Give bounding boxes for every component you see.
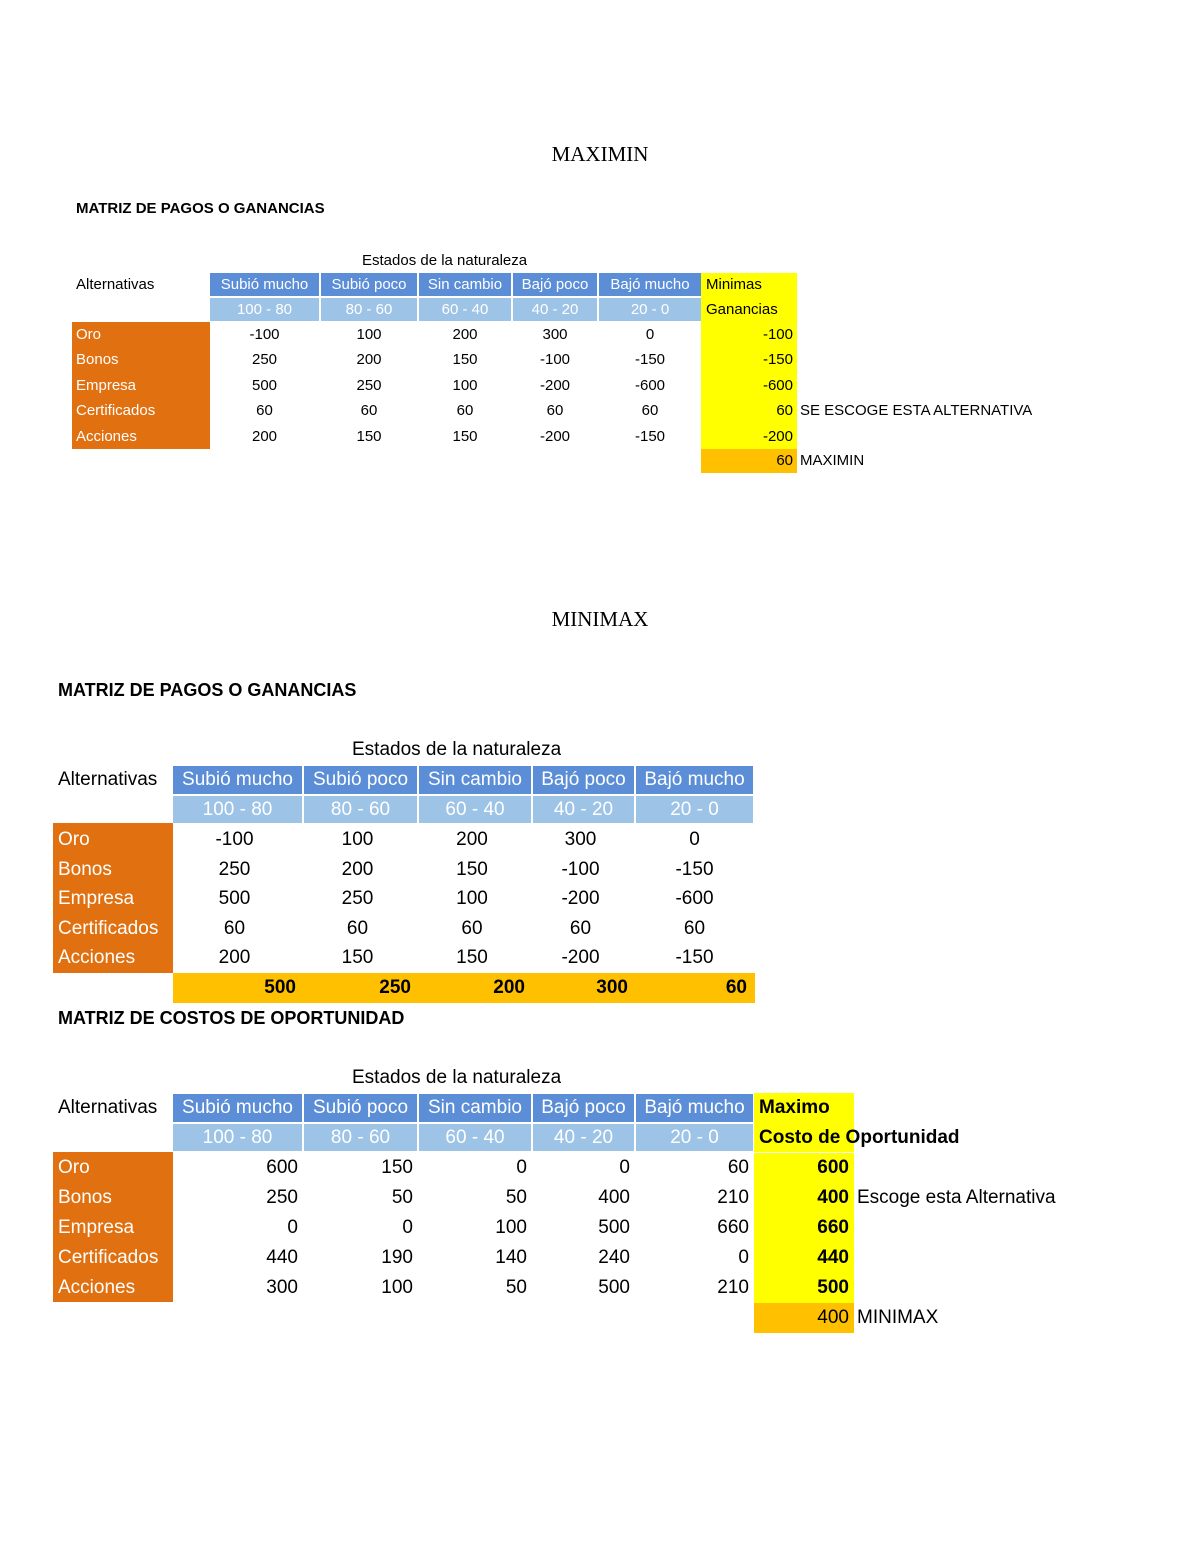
cost-value: 100 <box>495 1217 527 1238</box>
states-label: Estados de la naturaleza <box>352 739 562 760</box>
payoff-value: 60 <box>346 917 369 939</box>
state-range: 20 - 0 <box>636 796 753 823</box>
state-range: 80 - 60 <box>321 298 417 321</box>
state-header: Bajó poco <box>533 1094 634 1122</box>
state-range: 40 - 20 <box>533 1124 634 1151</box>
payoff-value: -100 <box>561 858 600 880</box>
cost-value: 60 <box>727 1157 749 1178</box>
cost-value: 400 <box>598 1187 630 1208</box>
payoff-value: 60 <box>360 402 378 420</box>
state-header: Bajó mucho <box>636 1094 753 1122</box>
state-header: Bajó poco <box>513 273 597 296</box>
alternative-label: Empresa <box>58 1217 135 1238</box>
max-value: 500 <box>754 1273 854 1303</box>
state-header: Subió poco <box>304 766 417 794</box>
payoff-value: 150 <box>452 351 478 369</box>
payoff-value: 60 <box>546 402 564 420</box>
minimax-title: MINIMAX <box>551 607 649 631</box>
payoff-value: 200 <box>218 947 251 969</box>
alternative-label: Empresa <box>58 888 135 910</box>
payoff-value: 200 <box>456 829 488 850</box>
alternative-label: Certificados <box>58 1247 159 1268</box>
payoff-value: 60 <box>641 402 659 420</box>
payoff-value: 150 <box>341 947 374 969</box>
max-header: Costo de Oportunidad <box>759 1127 960 1148</box>
maximin-subtitle: MATRIZ DE PAGOS O GANANCIAS <box>76 200 325 217</box>
alternative-label: Oro <box>58 829 90 850</box>
alternative-label: Empresa <box>76 376 137 394</box>
choice-note: Escoge esta Alternativa <box>857 1187 1056 1208</box>
payoff-value: 300 <box>542 326 568 343</box>
max-value: 600 <box>754 1153 854 1183</box>
state-header: Sin cambio <box>419 1094 531 1122</box>
payoff-value: 250 <box>218 858 251 880</box>
payoff-value: 60 <box>256 402 273 420</box>
payoff-value: 60 <box>683 917 706 939</box>
alternative-label: Bonos <box>58 858 112 880</box>
cost-value: 250 <box>266 1187 298 1208</box>
cost-value: 300 <box>266 1277 298 1298</box>
state-header: Subió mucho <box>210 273 319 296</box>
cost-value: 50 <box>505 1277 527 1298</box>
alternative-label: Bonos <box>58 1187 112 1208</box>
max-header: Maximo <box>754 1093 854 1123</box>
payoff-value: 250 <box>341 888 374 910</box>
alternatives-label: Alternativas <box>58 1097 158 1118</box>
alternative-label: Bonos <box>76 351 119 369</box>
payoff-value: 200 <box>341 858 374 880</box>
cost-value: 140 <box>495 1247 527 1268</box>
cost-value: 210 <box>717 1277 749 1298</box>
state-range: 40 - 20 <box>513 298 597 321</box>
payoff-value: -100 <box>249 326 280 343</box>
payoff-value: 60 <box>461 917 483 939</box>
payoff-value: 500 <box>251 376 278 394</box>
payoff-value: -200 <box>539 427 571 445</box>
payoff-value: 100 <box>341 829 374 850</box>
states-label: Estados de la naturaleza <box>352 1067 562 1088</box>
payoff-value: -200 <box>561 947 600 969</box>
payoff-value: -600 <box>634 376 666 394</box>
payoff-value: 150 <box>456 858 488 880</box>
state-range: 20 - 0 <box>636 1124 753 1151</box>
payoff-value: -200 <box>561 888 600 910</box>
alternative-label: Oro <box>76 326 102 343</box>
cost-value: 0 <box>516 1157 527 1178</box>
payoff-value: 250 <box>251 351 278 369</box>
alternatives-label: Alternativas <box>76 276 155 293</box>
state-range: 100 - 80 <box>173 1124 302 1151</box>
cost-value: 150 <box>381 1157 413 1178</box>
cost-value: 0 <box>287 1217 298 1238</box>
cost-value: 240 <box>598 1247 630 1268</box>
payoff-value: 60 <box>569 917 592 939</box>
payoff-value: -100 <box>539 351 571 369</box>
states-label: Estados de la naturaleza <box>362 252 528 269</box>
cost-subtitle: MATRIZ DE COSTOS DE OPORTUNIDAD <box>58 1008 405 1028</box>
payoff-value: -150 <box>675 947 714 969</box>
state-header: Sin cambio <box>419 273 511 296</box>
payoff-value: 150 <box>452 427 478 445</box>
state-range: 60 - 40 <box>419 796 531 823</box>
max-value: 660 <box>754 1213 854 1243</box>
alternative-label: Certificados <box>58 917 159 939</box>
max-value: 440 <box>754 1243 854 1273</box>
min-header: Minimas <box>701 273 797 297</box>
cost-value: 0 <box>402 1217 413 1238</box>
alternative-label: Acciones <box>58 1277 136 1298</box>
minimax-result: 400 <box>754 1303 854 1333</box>
payoff-subtitle: MATRIZ DE PAGOS O GANANCIAS <box>58 680 357 700</box>
min-value: -600 <box>701 373 797 399</box>
cost-value: 50 <box>391 1187 413 1208</box>
cost-value: 100 <box>381 1277 413 1298</box>
payoff-value: 300 <box>564 829 597 850</box>
minimax-result-label: MINIMAX <box>857 1307 939 1328</box>
state-header: Bajó poco <box>533 766 634 794</box>
cost-value: 660 <box>717 1217 749 1238</box>
state-header: Subió mucho <box>173 766 302 794</box>
payoff-value: 200 <box>251 427 278 445</box>
alternative-label: Certificados <box>76 402 156 420</box>
payoff-value: -150 <box>675 858 714 880</box>
min-value: -200 <box>701 424 797 450</box>
column-max: 200 <box>493 977 525 998</box>
payoff-value: 150 <box>456 947 488 969</box>
state-header: Sin cambio <box>419 766 531 794</box>
payoff-value: 60 <box>223 917 246 939</box>
state-range: 20 - 0 <box>599 298 701 321</box>
max-value: 400 <box>754 1183 854 1213</box>
state-range: 60 - 40 <box>419 298 511 321</box>
min-value: -150 <box>701 347 797 373</box>
payoff-value: 200 <box>452 326 478 343</box>
column-max: 300 <box>596 977 628 998</box>
payoff-value: -600 <box>675 888 714 910</box>
payoff-value: 150 <box>356 427 382 445</box>
payoff-value: -100 <box>215 829 254 850</box>
cost-value: 500 <box>598 1217 630 1238</box>
payoff-value: 500 <box>218 888 251 910</box>
maximin-result: 60 <box>701 449 797 473</box>
alternative-label: Oro <box>58 1157 90 1178</box>
maximin-result-label: MAXIMIN <box>800 452 865 469</box>
column-max: 250 <box>379 977 411 998</box>
payoff-value: 60 <box>456 402 474 420</box>
payoff-value: 100 <box>356 326 382 343</box>
alternative-label: Acciones <box>58 947 136 969</box>
payoff-value: 250 <box>356 376 382 394</box>
min-value: 60 <box>701 398 797 424</box>
cost-value: 600 <box>266 1157 298 1178</box>
cost-value: 210 <box>717 1187 749 1208</box>
state-range: 80 - 60 <box>304 796 417 823</box>
state-header: Subió poco <box>304 1094 417 1122</box>
cost-value: 50 <box>505 1187 527 1208</box>
alternative-label: Acciones <box>76 427 137 445</box>
column-max: 60 <box>725 977 747 998</box>
payoff-value: -200 <box>539 376 571 394</box>
column-max: 500 <box>264 977 296 998</box>
state-range: 80 - 60 <box>304 1124 417 1151</box>
state-range: 60 - 40 <box>419 1124 531 1151</box>
cost-value: 500 <box>598 1277 630 1298</box>
payoff-value: -150 <box>634 427 666 445</box>
payoff-value: 0 <box>689 829 700 850</box>
payoff-value: 100 <box>452 376 478 394</box>
state-range: 100 - 80 <box>210 298 319 321</box>
state-header: Bajó mucho <box>636 766 753 794</box>
state-range: 40 - 20 <box>533 796 634 823</box>
maximin-title: MAXIMIN <box>551 142 649 166</box>
cost-value: 190 <box>381 1247 413 1268</box>
min-header: Ganancias <box>701 297 797 322</box>
cost-value: 440 <box>266 1247 298 1268</box>
payoff-value: 0 <box>645 326 655 343</box>
payoff-value: 200 <box>356 351 382 369</box>
state-range: 100 - 80 <box>173 796 302 823</box>
cost-value: 0 <box>738 1247 749 1268</box>
state-header: Bajó mucho <box>599 273 701 296</box>
state-header: Subió mucho <box>173 1094 302 1122</box>
alternatives-label: Alternativas <box>58 769 158 790</box>
min-value: -100 <box>701 322 797 348</box>
payoff-value: 100 <box>456 888 488 910</box>
state-header: Subió poco <box>321 273 417 296</box>
choice-note: SE ESCOGE ESTA ALTERNATIVA <box>800 402 1033 420</box>
cost-value: 0 <box>619 1157 630 1178</box>
payoff-value: -150 <box>634 351 666 369</box>
